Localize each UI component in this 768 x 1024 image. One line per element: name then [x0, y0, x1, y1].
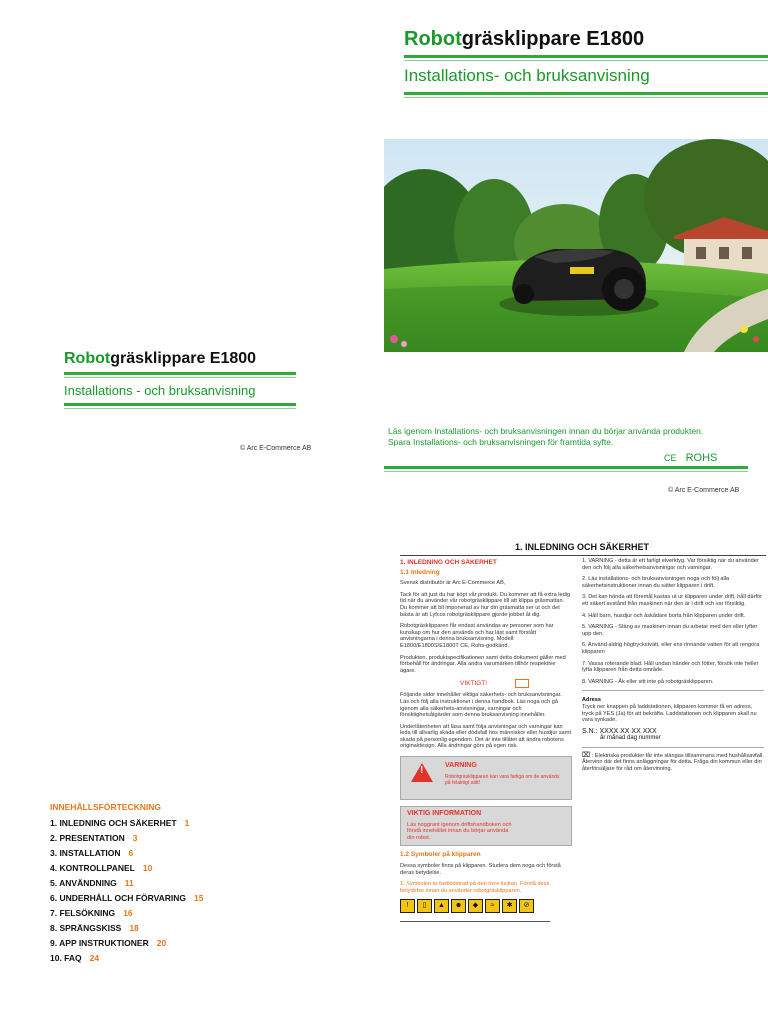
- toc-item-page: 16: [123, 908, 133, 918]
- certification-marks: [664, 452, 717, 464]
- section-title: 1. INLEDNING OCH SÄKERHET: [400, 559, 497, 566]
- green-divider: [404, 92, 768, 95]
- paragraph: Underlåtenheten att läsa samt följa anvisningar och varningar kan leda till allvarlig skada eller dödsfall hos människor eller husdjur samt skada på personlig egendom. Det är inte tillåtet att ändra robotens originaldesign. Alla ändringar görs på egen risk.: [400, 723, 571, 750]
- safety-item: 7. Vassa roterande blad. Håll undan händer och fötter, försök inte heller lyfta klipparen från detta område.: [582, 660, 759, 674]
- toc-item[interactable]: [50, 878, 350, 893]
- info-title: VIKTIG INFORMATION: [407, 810, 482, 818]
- green-divider-thin: [404, 97, 768, 98]
- heading-rule: [400, 555, 766, 556]
- robot-lawnmower-photo: [384, 139, 768, 352]
- safety-item: 6. Använd aldrig högtryckstvätt, eller ens rinnande vatten för att rengöra klipparen: [582, 642, 760, 655]
- toc-item[interactable]: [50, 818, 350, 833]
- left-cover-title: [64, 350, 256, 368]
- table-of-contents: [50, 802, 350, 968]
- manual-left-column: [400, 560, 572, 922]
- green-divider-thin: [384, 471, 748, 472]
- toc-item-label: 1. INLEDNING OCH SÄKERHET: [50, 818, 177, 828]
- serial-number-labels: år månad dag nummer: [600, 735, 661, 742]
- read-first-line2: Spara Installations- och bruksanvisningen för framtida syfte.: [388, 437, 614, 447]
- toc-item-label: 10. FAQ: [50, 953, 82, 963]
- unplug-symbol-icon: ◆: [468, 899, 483, 913]
- symbol-strip: [400, 899, 572, 913]
- toc-item-page: 15: [194, 893, 204, 903]
- toc-item-page: 10: [142, 863, 153, 873]
- crossed-out-bin-icon: ⌧: [582, 751, 591, 759]
- manual-right-column: [582, 558, 764, 778]
- no-ride-symbol-icon: ⊘: [519, 899, 534, 913]
- read-first-line1: Läs igenom Installations- och bruksanvisningen innan du börjar använda produkten.: [388, 426, 704, 436]
- bystander-symbol-icon: ☻: [451, 899, 466, 913]
- water-symbol-icon: ≈: [485, 899, 500, 913]
- toc-item-label: 9. APP INSTRUKTIONER: [50, 938, 149, 948]
- manual-symbol-icon: ▯: [417, 899, 432, 913]
- rohs-mark: ROHS: [685, 452, 718, 464]
- safety-item: 1. VARNING - detta är ett farligt elverktyg. Var försiktig när du använder den och följ alla säkerhetsanvisningar och varningar.: [582, 558, 759, 571]
- disposal-text: : Elektriska produkter får inte slängas tillsammans med hushållsavfall. Återvinn där det finns anläggningar för detta. Fråga din kommun eller din återförsäljare för råd om återvinning.: [582, 752, 764, 773]
- green-divider: [384, 466, 748, 469]
- warning-box: [400, 756, 572, 800]
- toc-item-label: 6. UNDERHÅLL OCH FÖRVARING: [50, 893, 187, 903]
- toc-item-label: 3. INSTALLATION: [50, 848, 121, 858]
- green-divider-thin: [64, 408, 296, 409]
- green-divider: [64, 372, 296, 375]
- address-title: Adress: [582, 697, 601, 704]
- subsection-title: 1.1 Inledning: [400, 568, 440, 576]
- toc-item-label: 2. PRESENTATION: [50, 833, 125, 843]
- important-label: [460, 679, 572, 688]
- info-text: Läs noggrant igenom driftshandboken och förstå innehållet innan du börjar använda din robot.: [407, 821, 512, 841]
- toc-item-page: 20: [156, 938, 167, 948]
- toc-item[interactable]: [50, 893, 350, 908]
- important-text: VIKTIGT!: [460, 680, 488, 688]
- paragraph: Följande sidor innehåller viktiga säkerhets- och bruksanvisningar. Läs och följ alla instruktioner i denna handbok. Läs noga och gå igenom alla säkerhets-anvisningar, varningar och försiktighetsåtgärder som denna bruksanvisning innehåller.: [400, 692, 562, 719]
- toc-title: INNEHÅLLSFÖRTECKNING: [50, 802, 161, 812]
- book-icon: [515, 679, 529, 688]
- paragraph: Svensk distributör är Arc E-Commerce AB,: [400, 580, 506, 587]
- address-text: Tryck ner knappen på laddstationen, klipparen kommer få en adress, tryck på YES (Ja) för att bekräfta. Laddstationen och klipparen skall nu vara synkade.: [582, 703, 757, 724]
- safety-item: 2. Läs installations- och bruksanvisningen noga och följ alla säkerhetsinstruktioner innan du sätter klipparen i drift.: [582, 576, 730, 589]
- blade-symbol-icon: ✱: [502, 899, 517, 913]
- toc-item-label: 8. SPRÄNGSKISS: [50, 923, 122, 933]
- hero-image: [384, 139, 768, 352]
- toc-item-label: 5. ANVÄNDNING: [50, 878, 117, 888]
- toc-item[interactable]: [50, 833, 350, 848]
- toc-item-label: 7. FELSÖKNING: [50, 908, 116, 918]
- toc-item-label: 4. KONTROLLPANEL: [50, 863, 135, 873]
- read-first-notice: [388, 426, 748, 448]
- divider: [582, 690, 764, 691]
- green-divider: [404, 55, 768, 58]
- info-box: [400, 806, 572, 846]
- green-divider-thin: [64, 377, 296, 378]
- serial-number: S.N.: XXXX XX XX XXX: [582, 727, 657, 735]
- toc-item[interactable]: [50, 908, 350, 923]
- toc-item-page: 11: [124, 878, 134, 888]
- safety-item: 5. VARNING - Stäng av maskinen innan du arbetar med den eller lyfter upp den.: [582, 624, 758, 637]
- warning-title: VARNING: [445, 762, 477, 770]
- cover-title-rest: gräsklippare E1800: [461, 28, 645, 50]
- manual-heading: 1. INLEDNING OCH SÄKERHET: [514, 542, 649, 552]
- paragraph: Dessa symboler finns på klipparen. Studera dem noga och förstå deras betydelse.: [400, 863, 561, 876]
- warning-triangle-icon: !: [411, 763, 433, 782]
- toc-item[interactable]: [50, 953, 350, 968]
- cover-subtitle: Installations- och bruksanvisning: [404, 66, 650, 85]
- symbol-ruler: [400, 917, 550, 922]
- warning-symbol-icon: !: [400, 899, 415, 913]
- manual-page: [396, 540, 768, 1024]
- green-divider: [64, 403, 296, 406]
- safety-item: 3. Det kan hända att föremål kastas ut ur klipparen under drift, håll därför ett säkert avstånd från maskinen när den är i drift och var försiktig.: [582, 594, 763, 607]
- left-cover-subtitle: Installations - och bruksanvisning: [64, 383, 256, 398]
- symbols-note: 1. Symbolen är fastlödstrad på den övre luckan. Förstå dess betydelse innan du använder robotgräsklipparen.: [400, 881, 550, 894]
- thrown-object-symbol-icon: ▲: [434, 899, 449, 913]
- divider: [582, 747, 764, 748]
- left-cover-title-rest: gräsklippare E1800: [110, 350, 257, 367]
- toc-item-page: 3: [132, 833, 138, 843]
- cover-title: [404, 28, 644, 51]
- ce-mark: CE: [664, 453, 677, 463]
- safety-item: 4. Håll barn, husdjur och åskådare borta från klipparen under drift.: [582, 612, 746, 619]
- toc-item-page: 24: [89, 953, 100, 963]
- toc-item[interactable]: [50, 923, 350, 938]
- paragraph: Tack för att just du har köpt vår produkt. Du kommer att få extra ledig tid när du använder vår robotgräsklippare till att klippa gräsmattan. Du kommer att bli imponerad av hur din gräsmatta ser ut och det bästa är att Lyfcos robotgräsklippare gjorde jobbet åt dig.: [400, 591, 571, 618]
- cover-title-brand: Robot: [404, 28, 462, 50]
- toc-item-page: 18: [129, 923, 139, 933]
- safety-item: 8. VARNING - Åk eller sitt inte på robotgräsklipparen.: [582, 678, 714, 685]
- toc-item[interactable]: [50, 863, 350, 878]
- green-divider-thin: [404, 60, 768, 61]
- toc-item-page: 6: [128, 848, 134, 858]
- left-cover-copyright: © Arc E-Commerce AB: [240, 445, 312, 452]
- subsection-title: 1.2 Symboler på klipparen: [400, 851, 481, 859]
- paragraph: Robotgräsklipparen får endast användas av personer som har kunskap om hur den används och har läst samt förstått anvisningarna i denna bruksanvisning. Modell: E1800/E1800S/E1800T CE, Rohs-godkänd.: [400, 623, 554, 649]
- toc-item[interactable]: [50, 938, 350, 953]
- cover-copyright: © Arc E-Commerce AB: [668, 487, 740, 494]
- toc-item[interactable]: [50, 848, 350, 863]
- disposal-note: [582, 753, 764, 773]
- paragraph: Produkten, produktspecifikationen samt detta dokument gäller med förbehåll för ändringar. Alla andra varumärken tillhör respektive ägare.: [400, 654, 566, 674]
- toc-item-page: 1: [184, 818, 190, 828]
- warning-text: Robotgräsklipparen kan vara farliga om de används på felaktigt sätt!: [445, 774, 560, 787]
- left-cover-title-brand: Robot: [64, 350, 111, 367]
